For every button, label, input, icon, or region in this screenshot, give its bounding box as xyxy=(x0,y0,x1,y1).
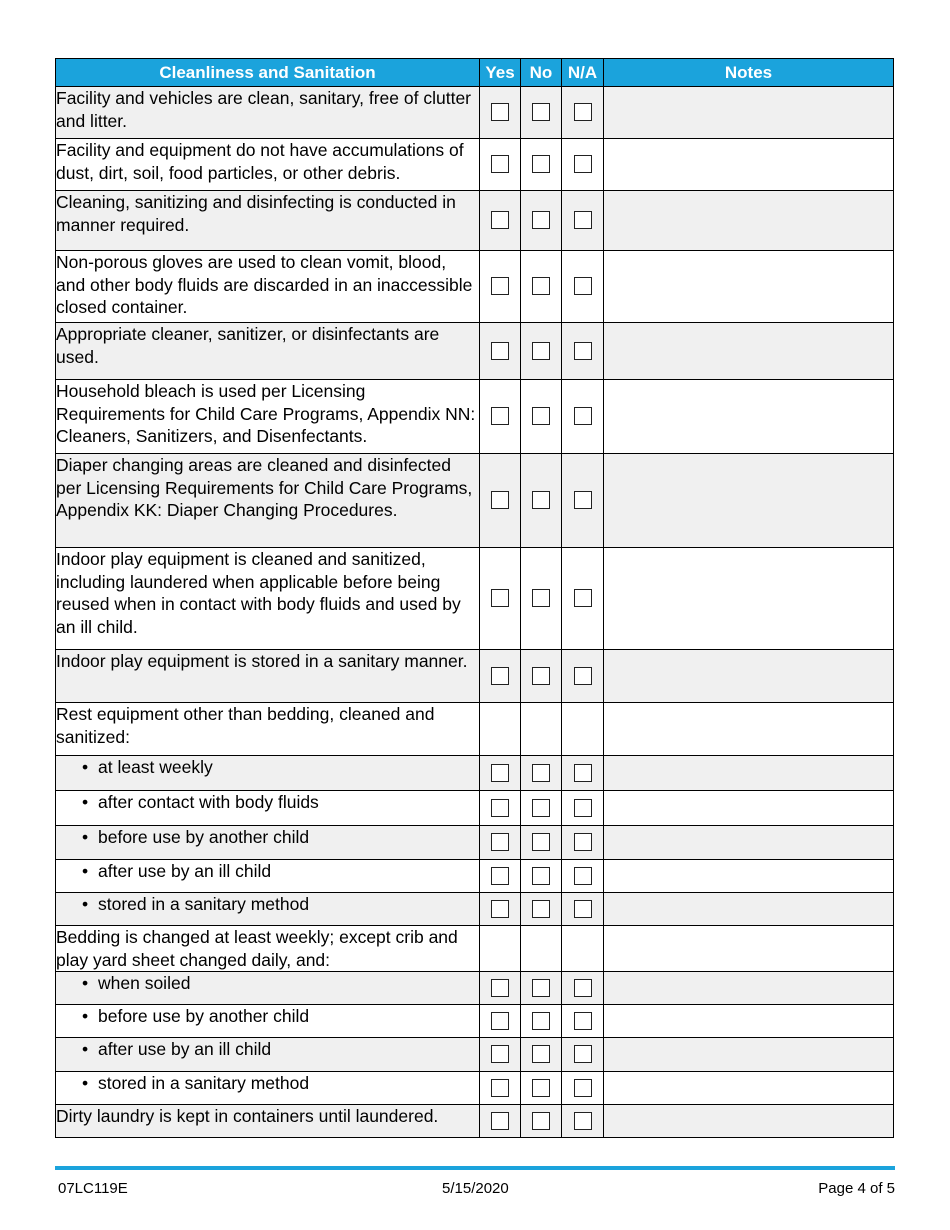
no-cell xyxy=(521,1005,562,1038)
no-checkbox[interactable] xyxy=(532,1079,550,1097)
yes-checkbox[interactable] xyxy=(491,277,509,295)
na-checkbox[interactable] xyxy=(574,799,592,817)
notes-cell[interactable] xyxy=(604,139,894,191)
na-cell xyxy=(562,191,604,251)
no-header: No xyxy=(521,59,562,87)
notes-cell[interactable] xyxy=(604,380,894,454)
checklist-item-text xyxy=(56,548,480,650)
yes-checkbox[interactable] xyxy=(491,764,509,782)
notes-cell[interactable] xyxy=(604,756,894,791)
no-cell xyxy=(521,380,562,454)
na-checkbox[interactable] xyxy=(574,867,592,885)
notes-cell[interactable] xyxy=(604,454,894,548)
notes-cell[interactable] xyxy=(604,87,894,139)
na-cell xyxy=(562,139,604,191)
no-cell xyxy=(521,893,562,926)
yes-header: Yes xyxy=(480,59,521,87)
na-cell xyxy=(562,826,604,860)
na-checkbox[interactable] xyxy=(574,103,592,121)
yes-checkbox[interactable] xyxy=(491,1045,509,1063)
no-cell xyxy=(521,756,562,791)
checklist-item-text xyxy=(56,139,480,191)
no-checkbox[interactable] xyxy=(532,667,550,685)
notes-cell[interactable] xyxy=(604,826,894,860)
no-checkbox[interactable] xyxy=(532,491,550,509)
na-header: N/A xyxy=(562,59,604,87)
no-cell xyxy=(521,454,562,548)
checklist-item-text xyxy=(56,926,480,972)
checklist-item-text xyxy=(56,860,480,893)
checklist-item-label: Indoor play equipment is cleaned and sanitized, including laundered when applicable before being reused when in contact with body fluids and used by an ill child. xyxy=(56,549,461,637)
na-cell xyxy=(562,893,604,926)
checklist-item-label: when soiled xyxy=(98,973,191,993)
checklist-item-text xyxy=(56,454,480,548)
na-checkbox[interactable] xyxy=(574,589,592,607)
no-checkbox[interactable] xyxy=(532,342,550,360)
checklist-item-label: Indoor play equipment is stored in a sanitary manner. xyxy=(56,651,468,671)
no-checkbox[interactable] xyxy=(532,833,550,851)
notes-cell[interactable] xyxy=(604,191,894,251)
yes-cell xyxy=(480,791,521,826)
no-cell xyxy=(521,826,562,860)
table-row xyxy=(56,323,894,380)
checklist-item-text xyxy=(56,1072,480,1105)
no-checkbox[interactable] xyxy=(532,155,550,173)
na-checkbox[interactable] xyxy=(574,1012,592,1030)
na-checkbox[interactable] xyxy=(574,407,592,425)
notes-header: Notes xyxy=(604,59,894,87)
yes-checkbox[interactable] xyxy=(491,833,509,851)
checklist-item-label: after contact with body fluids xyxy=(98,792,319,812)
na-cell xyxy=(562,860,604,893)
no-cell xyxy=(521,860,562,893)
table-row xyxy=(56,791,894,826)
checklist-item-text xyxy=(56,251,480,323)
na-cell xyxy=(562,1038,604,1072)
yes-cell xyxy=(480,1072,521,1105)
yes-checkbox[interactable] xyxy=(491,103,509,121)
form-id: 07LC119E xyxy=(58,1180,128,1197)
section-header: Cleanliness and Sanitation xyxy=(56,59,480,87)
na-checkbox[interactable] xyxy=(574,1045,592,1063)
na-cell xyxy=(562,703,604,756)
na-checkbox[interactable] xyxy=(574,277,592,295)
yes-checkbox[interactable] xyxy=(491,867,509,885)
yes-cell xyxy=(480,380,521,454)
table-row xyxy=(56,191,894,251)
checklist-item-text xyxy=(56,703,480,756)
table-row xyxy=(56,703,894,756)
table-row xyxy=(56,893,894,926)
no-cell xyxy=(521,972,562,1005)
yes-cell xyxy=(480,756,521,791)
na-cell xyxy=(562,548,604,650)
na-cell xyxy=(562,926,604,972)
bullet-icon: • xyxy=(82,973,89,993)
yes-cell xyxy=(480,703,521,756)
checklist-item-text xyxy=(56,323,480,380)
na-cell xyxy=(562,650,604,703)
bullet-icon: • xyxy=(82,792,89,812)
no-checkbox[interactable] xyxy=(532,1112,550,1130)
yes-cell xyxy=(480,893,521,926)
no-checkbox[interactable] xyxy=(532,1012,550,1030)
no-checkbox[interactable] xyxy=(532,979,550,997)
no-cell xyxy=(521,548,562,650)
table-row xyxy=(56,756,894,791)
na-checkbox[interactable] xyxy=(574,155,592,173)
yes-cell xyxy=(480,926,521,972)
checklist-item-label: Facility and vehicles are clean, sanitary, free of clutter and litter. xyxy=(56,88,472,131)
checklist-item-label: stored in a sanitary method xyxy=(98,1073,310,1093)
na-checkbox[interactable] xyxy=(574,1112,592,1130)
na-cell xyxy=(562,87,604,139)
na-checkbox[interactable] xyxy=(574,342,592,360)
na-cell xyxy=(562,1072,604,1105)
notes-cell[interactable] xyxy=(604,893,894,926)
yes-checkbox[interactable] xyxy=(491,155,509,173)
na-checkbox[interactable] xyxy=(574,833,592,851)
yes-checkbox[interactable] xyxy=(491,1112,509,1130)
no-checkbox[interactable] xyxy=(532,407,550,425)
yes-cell xyxy=(480,972,521,1005)
no-checkbox[interactable] xyxy=(532,1045,550,1063)
table-row xyxy=(56,1038,894,1072)
checklist-item-label: stored in a sanitary method xyxy=(98,894,310,914)
table-row xyxy=(56,826,894,860)
yes-cell xyxy=(480,860,521,893)
no-checkbox[interactable] xyxy=(532,799,550,817)
bullet-icon: • xyxy=(82,827,89,847)
yes-checkbox[interactable] xyxy=(491,667,509,685)
yes-checkbox[interactable] xyxy=(491,1012,509,1030)
no-checkbox[interactable] xyxy=(532,764,550,782)
bullet-icon: • xyxy=(82,894,89,914)
table-header-row xyxy=(56,59,894,87)
checklist-item-text xyxy=(56,756,480,791)
na-cell xyxy=(562,251,604,323)
no-checkbox[interactable] xyxy=(532,867,550,885)
na-cell xyxy=(562,756,604,791)
no-cell xyxy=(521,1105,562,1138)
checklist-item-label: Household bleach is used per Licensing Requirements for Child Care Programs, Appendix NN: Cleaners, Sanitizers, and Disenfectants. xyxy=(56,381,476,446)
na-checkbox[interactable] xyxy=(574,1079,592,1097)
na-checkbox[interactable] xyxy=(574,211,592,229)
table-row xyxy=(56,548,894,650)
yes-cell xyxy=(480,1005,521,1038)
notes-cell[interactable] xyxy=(604,1038,894,1072)
checklist-item-label: Appropriate cleaner, sanitizer, or disinfectants are used. xyxy=(56,324,440,367)
no-checkbox[interactable] xyxy=(532,589,550,607)
checklist-item-text xyxy=(56,893,480,926)
yes-checkbox[interactable] xyxy=(491,589,509,607)
no-cell xyxy=(521,703,562,756)
na-checkbox[interactable] xyxy=(574,491,592,509)
checklist-item-text xyxy=(56,826,480,860)
form-date: 5/15/2020 xyxy=(442,1180,509,1197)
bullet-icon: • xyxy=(82,757,89,777)
checklist-item-text xyxy=(56,87,480,139)
footer-rule xyxy=(55,1166,895,1170)
cleanliness-checklist-table xyxy=(55,58,894,1138)
no-checkbox[interactable] xyxy=(532,277,550,295)
table-row xyxy=(56,139,894,191)
no-cell xyxy=(521,87,562,139)
bullet-icon: • xyxy=(82,1039,89,1059)
table-row xyxy=(56,926,894,972)
checklist-item-label: Dirty laundry is kept in containers until laundered. xyxy=(56,1106,439,1126)
yes-cell xyxy=(480,1038,521,1072)
notes-cell[interactable] xyxy=(604,650,894,703)
na-checkbox[interactable] xyxy=(574,764,592,782)
na-cell xyxy=(562,1005,604,1038)
notes-cell[interactable] xyxy=(604,860,894,893)
yes-cell xyxy=(480,826,521,860)
checklist-item-text xyxy=(56,791,480,826)
yes-checkbox[interactable] xyxy=(491,900,509,918)
yes-checkbox[interactable] xyxy=(491,342,509,360)
no-checkbox[interactable] xyxy=(532,900,550,918)
table-row xyxy=(56,251,894,323)
no-cell xyxy=(521,1038,562,1072)
checklist-item-label: Facility and equipment do not have accumulations of dust, dirt, soil, food particles, or other debris. xyxy=(56,140,464,183)
checklist-item-label: before use by another child xyxy=(98,1006,310,1026)
notes-cell[interactable] xyxy=(604,1072,894,1105)
notes-cell[interactable] xyxy=(604,1105,894,1138)
table-row xyxy=(56,972,894,1005)
yes-checkbox[interactable] xyxy=(491,799,509,817)
checklist-item-text xyxy=(56,191,480,251)
notes-cell[interactable] xyxy=(604,972,894,1005)
checklist-item-text xyxy=(56,1105,480,1138)
checklist-item-text xyxy=(56,1005,480,1038)
table-row xyxy=(56,87,894,139)
bullet-icon: • xyxy=(82,1006,89,1026)
na-checkbox[interactable] xyxy=(574,667,592,685)
checklist-item-label: Cleaning, sanitizing and disinfecting is conducted in manner required. xyxy=(56,192,456,235)
notes-cell[interactable] xyxy=(604,1005,894,1038)
yes-cell xyxy=(480,191,521,251)
na-cell xyxy=(562,380,604,454)
na-checkbox[interactable] xyxy=(574,979,592,997)
no-cell xyxy=(521,926,562,972)
no-checkbox[interactable] xyxy=(532,103,550,121)
yes-cell xyxy=(480,548,521,650)
checklist-item-label: after use by an ill child xyxy=(98,861,272,881)
table-row xyxy=(56,1072,894,1105)
checklist-item-text xyxy=(56,1038,480,1072)
yes-cell xyxy=(480,251,521,323)
notes-cell[interactable] xyxy=(604,791,894,826)
no-checkbox[interactable] xyxy=(532,211,550,229)
table-row xyxy=(56,1105,894,1138)
table-row xyxy=(56,454,894,548)
yes-checkbox[interactable] xyxy=(491,211,509,229)
checklist-item-label: at least weekly xyxy=(98,757,213,777)
no-cell xyxy=(521,191,562,251)
na-cell xyxy=(562,791,604,826)
notes-cell[interactable] xyxy=(604,703,894,756)
yes-checkbox[interactable] xyxy=(491,407,509,425)
checklist-item-text xyxy=(56,380,480,454)
checklist-item-text xyxy=(56,650,480,703)
yes-checkbox[interactable] xyxy=(491,979,509,997)
yes-cell xyxy=(480,1105,521,1138)
no-cell xyxy=(521,650,562,703)
no-cell xyxy=(521,139,562,191)
no-cell xyxy=(521,791,562,826)
yes-cell xyxy=(480,139,521,191)
checklist-item-label: Bedding is changed at least weekly; except crib and play yard sheet changed daily, and: xyxy=(56,927,458,970)
notes-cell[interactable] xyxy=(604,251,894,323)
yes-cell xyxy=(480,323,521,380)
no-cell xyxy=(521,251,562,323)
notes-cell[interactable] xyxy=(604,926,894,972)
checklist-item-label: before use by another child xyxy=(98,827,310,847)
no-cell xyxy=(521,323,562,380)
table-row xyxy=(56,860,894,893)
yes-cell xyxy=(480,454,521,548)
checklist-item-label: Rest equipment other than bedding, cleaned and sanitized: xyxy=(56,704,435,747)
page-number: Page 4 of 5 xyxy=(818,1180,895,1197)
notes-cell[interactable] xyxy=(604,548,894,650)
checklist-item-label: Non-porous gloves are used to clean vomit, blood, and other body fluids are discarded in an inaccessible closed container. xyxy=(56,252,473,317)
na-cell xyxy=(562,1105,604,1138)
na-cell xyxy=(562,454,604,548)
table-row xyxy=(56,380,894,454)
checklist-item-label: after use by an ill child xyxy=(98,1039,272,1059)
table-row xyxy=(56,1005,894,1038)
no-cell xyxy=(521,1072,562,1105)
na-cell xyxy=(562,323,604,380)
table-row xyxy=(56,650,894,703)
na-checkbox[interactable] xyxy=(574,900,592,918)
yes-checkbox[interactable] xyxy=(491,491,509,509)
notes-cell[interactable] xyxy=(604,323,894,380)
bullet-icon: • xyxy=(82,1073,89,1093)
yes-cell xyxy=(480,650,521,703)
yes-checkbox[interactable] xyxy=(491,1079,509,1097)
bullet-icon: • xyxy=(82,861,89,881)
checklist-item-text xyxy=(56,972,480,1005)
checklist-item-label: Diaper changing areas are cleaned and disinfected per Licensing Requirements for Child Care Programs, Appendix KK: Diaper Changing Procedures. xyxy=(56,455,473,520)
na-cell xyxy=(562,972,604,1005)
yes-cell xyxy=(480,87,521,139)
